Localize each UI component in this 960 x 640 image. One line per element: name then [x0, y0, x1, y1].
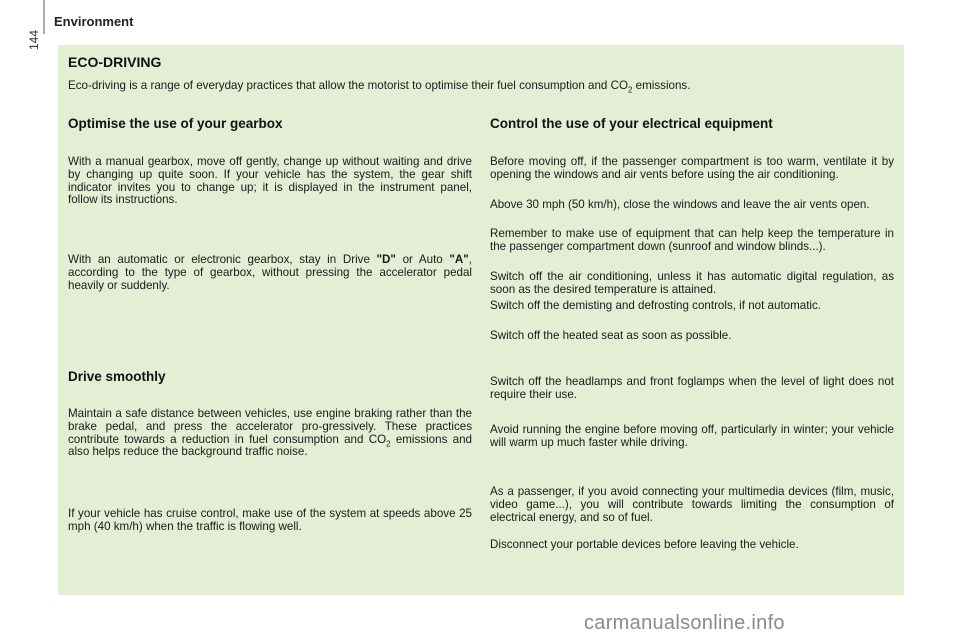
gearbox-auto-label: "A" — [449, 253, 469, 266]
electrical-paragraph-9: As a passenger, if you avoid connecting your multimedia devices (film, music, video game...), you will contribute towards limiting the consumption of electrical energy, and so of fuel. — [490, 485, 894, 524]
smooth-paragraph-1 — [68, 408, 472, 459]
electrical-paragraph-4: Switch off the air conditioning, unless it has automatic digital regulation, as soon as the desired temperature is attained. — [490, 270, 894, 296]
gearbox-p2-a: With an automatic or electronic gearbox, stay in Drive — [68, 253, 377, 266]
smooth-paragraph-2: If your vehicle has cruise control, make use of the system at speeds above 25 mph (40 km/h) when the traffic is flowing well. — [68, 507, 472, 533]
section-header: Environment — [54, 14, 134, 29]
electrical-paragraph-1: Before moving off, if the passenger compartment is too warm, ventilate it by opening the windows and air vents before using the air conditioning. — [490, 155, 894, 181]
smooth-subscript: 2 — [386, 438, 391, 448]
watermark: carmanualsonline.info — [584, 612, 785, 634]
gearbox-paragraph-1: With a manual gearbox, move off gently, change up without waiting and drive by changing up quite soon. If your vehicle has the system, the gear shift indicator invites you to change up; it is displayed in the instrument panel, follow its instructions. — [68, 155, 472, 207]
intro-part-a: Eco-driving is a range of everyday practices that allow the motorist to optimise their fuel consumption and CO — [68, 79, 628, 92]
electrical-paragraph-6: Switch off the heated seat as soon as possible. — [490, 329, 732, 342]
panel-title: ECO-DRIVING — [68, 54, 162, 70]
eco-driving-panel — [58, 45, 904, 595]
gearbox-p2-b: or Auto — [395, 253, 450, 266]
gearbox-heading: Optimise the use of your gearbox — [68, 116, 283, 131]
electrical-paragraph-10: Disconnect your portable devices before leaving the vehicle. — [490, 538, 799, 551]
intro-subscript: 2 — [628, 85, 633, 95]
electrical-paragraph-2: Above 30 mph (50 km/h), close the windows and leave the air vents open. — [490, 198, 870, 211]
drive-smoothly-heading: Drive smoothly — [68, 369, 166, 384]
gearbox-drive-label: "D" — [376, 253, 396, 266]
gearbox-paragraph-2 — [68, 254, 472, 292]
electrical-paragraph-3: Remember to make use of equipment that can help keep the temperature in the passenger compartment down (sunroof and window blinds...). — [490, 227, 894, 253]
electrical-paragraph-8: Avoid running the engine before moving off, particularly in winter; your vehicle will warm up much faster while driving. — [490, 423, 894, 449]
intro-part-b: emissions. — [632, 79, 691, 92]
electrical-paragraph-7: Switch off the headlamps and front foglamps when the level of light does not require their use. — [490, 375, 894, 401]
right-column — [490, 45, 894, 595]
smooth-p1-a: Maintain a safe distance between vehicles, use engine braking rather than the brake pedal, and press the accelerator pro-gressively. These practices contribute towards a reduction in fuel consumption and CO — [68, 407, 472, 446]
gearbox-p2-c: , according to the type of gearbox, without pressing the accelerator pedal heavily or suddenly. — [68, 253, 472, 292]
gutter-bar — [43, 0, 45, 34]
page-number: 144 — [27, 29, 41, 50]
electrical-paragraph-5: Switch off the demisting and defrosting controls, if not automatic. — [490, 299, 822, 312]
smooth-p1-b: emissions and also helps reduce the background traffic noise. — [68, 432, 472, 459]
electrical-heading: Control the use of your electrical equipment — [490, 116, 773, 131]
left-column — [68, 45, 472, 595]
